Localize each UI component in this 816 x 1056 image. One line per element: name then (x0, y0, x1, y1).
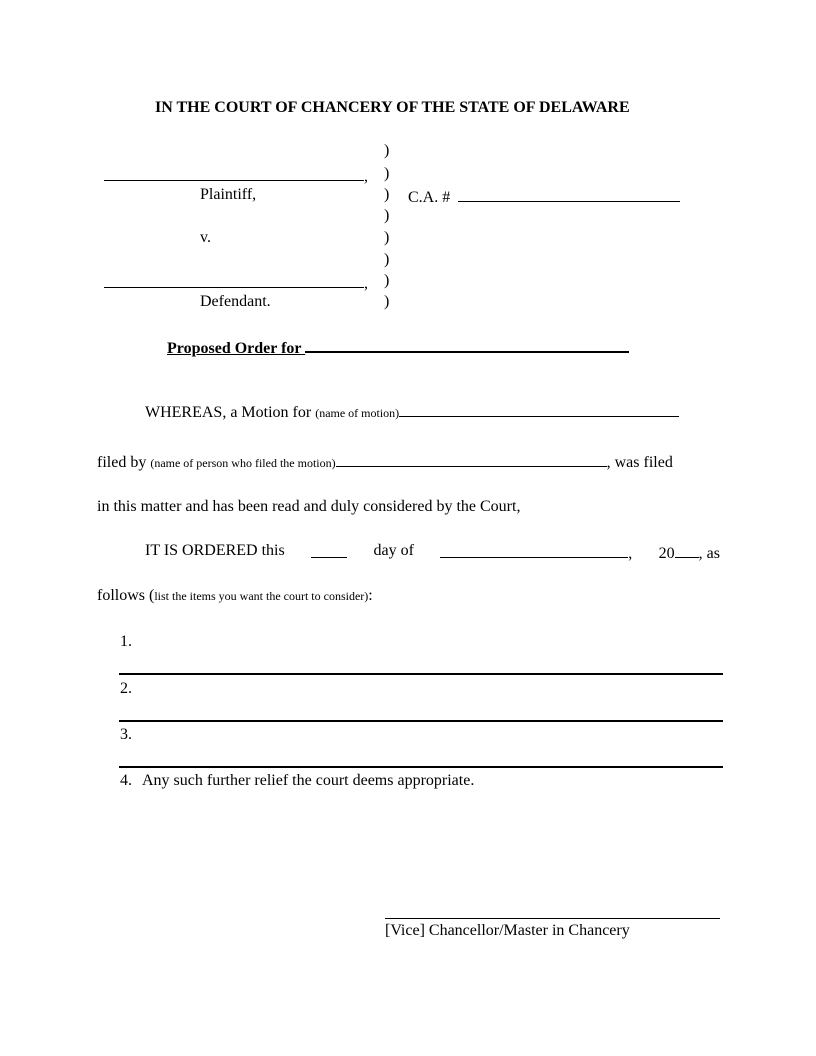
ordered-text: IT IS ORDERED this (145, 542, 285, 559)
case-number-field[interactable] (408, 187, 680, 206)
motion-hint: (name of motion) (315, 406, 400, 420)
caption-paren: ) (384, 165, 390, 182)
item-4 (120, 773, 474, 789)
plaintiff-name-field[interactable] (104, 166, 368, 185)
ordered-line (145, 543, 720, 562)
filer-name-blank[interactable] (336, 452, 607, 467)
defendant-comma: , (364, 275, 368, 292)
year-prefix: 20 (658, 545, 675, 562)
order-title-blank[interactable] (305, 337, 629, 353)
item-4-text: Any such further relief the court deems appropriate. (142, 772, 475, 789)
whereas-line (145, 402, 679, 421)
filed-by-line (97, 452, 673, 471)
filer-hint: (name of person who filed the motion) (150, 456, 336, 470)
filed-by-text: filed by (97, 454, 147, 471)
item-1-number: 1. (120, 633, 132, 650)
considered-line: in this matter and has been read and duly considered by the Court, (97, 498, 521, 515)
was-filed-text: , was filed (606, 454, 673, 471)
caption-paren: ) (384, 293, 390, 310)
month-blank[interactable] (440, 543, 628, 558)
year-blank[interactable] (675, 543, 699, 558)
case-number-blank[interactable] (458, 187, 680, 202)
caption-paren: ) (384, 142, 390, 159)
motion-name-blank[interactable] (399, 402, 679, 417)
day-of-text: day of (373, 542, 414, 559)
plaintiff-label: Plaintiff, (200, 186, 257, 203)
as-text: , as (698, 545, 720, 562)
follows-text: follows ( (97, 587, 155, 604)
plaintiff-comma: , (364, 168, 368, 185)
plaintiff-blank[interactable] (104, 166, 364, 181)
order-title[interactable] (167, 337, 629, 357)
signature-title: [Vice] Chancellor/Master in Chancery (385, 922, 630, 939)
day-blank[interactable] (311, 543, 347, 558)
defendant-name-field[interactable] (104, 273, 368, 292)
signature-line[interactable] (385, 918, 720, 919)
caption-paren: ) (384, 186, 390, 203)
item-4-number: 4. (120, 772, 132, 789)
defendant-blank[interactable] (104, 273, 364, 288)
date-comma: , (628, 545, 633, 562)
items-hint: list the items you want the court to consider) (154, 589, 369, 603)
follows-line (97, 588, 373, 604)
caption-paren: ) (384, 229, 390, 246)
item-2-number: 2. (120, 680, 132, 697)
item-3-line[interactable] (119, 766, 723, 768)
whereas-text: WHEREAS, a Motion for (145, 404, 312, 421)
defendant-label: Defendant. (200, 293, 271, 310)
caption-paren: ) (384, 251, 390, 268)
follows-colon: : (368, 587, 373, 604)
item-2-line[interactable] (119, 720, 723, 722)
item-1-line[interactable] (119, 673, 723, 675)
versus-label: v. (200, 229, 211, 246)
caption-paren: ) (384, 207, 390, 224)
item-3-number: 3. (120, 726, 132, 743)
caption-paren: ) (384, 272, 390, 289)
order-title-prefix: Proposed Order for (167, 340, 302, 357)
court-title: IN THE COURT OF CHANCERY OF THE STATE OF DELAWARE (155, 99, 630, 116)
case-number-label: C.A. # (408, 189, 451, 206)
